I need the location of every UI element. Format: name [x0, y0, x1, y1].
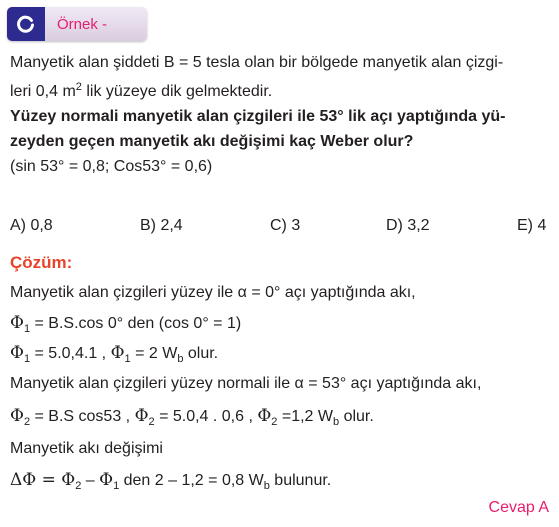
answer-label: Cevap A	[488, 499, 549, 516]
solution-title: Çözüm:	[10, 253, 73, 272]
solution-line-5: $\Phi_2 = B.S$ cos53 , $\Phi_2 = 5.0,4$ . 0,6 , $\Phi_2 =1,2$ $W_b$ olur.	[10, 406, 374, 428]
solution-line-3: $\Phi_1 = 5.0,4.1$ , $\Phi_1 = 2$ $W_b$ olur.	[10, 343, 219, 365]
choice-b[interactable]: B) 2,4	[140, 217, 183, 234]
question-bold-line-1: Yüzey normali manyetik alan çizgileri ile 53° lik açı yaptığında yü-	[10, 108, 506, 125]
example-tag	[7, 7, 147, 41]
choice-a[interactable]: A) 0,8	[10, 217, 53, 234]
choice-d[interactable]: D) 3,2	[386, 217, 430, 234]
choice-e[interactable]: E) 4	[517, 217, 547, 234]
given-values: (sin 53° = 0,8; Cos53° = 0,6)	[10, 158, 213, 175]
solution-line-1: Manyetik alan çizgileri yüzey ile α = 0° açı yaptığında akı,	[10, 284, 416, 301]
choice-c[interactable]: C) 3	[270, 217, 301, 234]
example-label: Örnek -	[57, 16, 108, 33]
refresh-icon	[7, 7, 45, 41]
solution-line-4: Manyetik alan çizgileri yüzey normali ile α = 53° açı yaptığında akı,	[10, 375, 482, 392]
solution-line-2: $\Phi_1 = B.S.\cos$ 0° den (cos 0° = 1)	[10, 313, 242, 335]
question-line-2: leri 0,4 $m^2$ lik yüzeye dik gelmektedir.	[10, 81, 273, 100]
question-bold-line-2: zeyden geçen manyetik akı değişimi kaç Weber olur?	[10, 133, 414, 150]
solution-line-7: $\Delta\Phi = \Phi_2 - \Phi_1$ den 2 – 1,2 = 0,8 $W_b$ bulunur.	[10, 470, 332, 492]
question-line-1: Manyetik alan şiddeti B = 5 tesla olan bir bölgede manyetik alan çizgi-	[10, 54, 504, 71]
solution-line-6: Manyetik akı değişimi	[10, 440, 163, 457]
